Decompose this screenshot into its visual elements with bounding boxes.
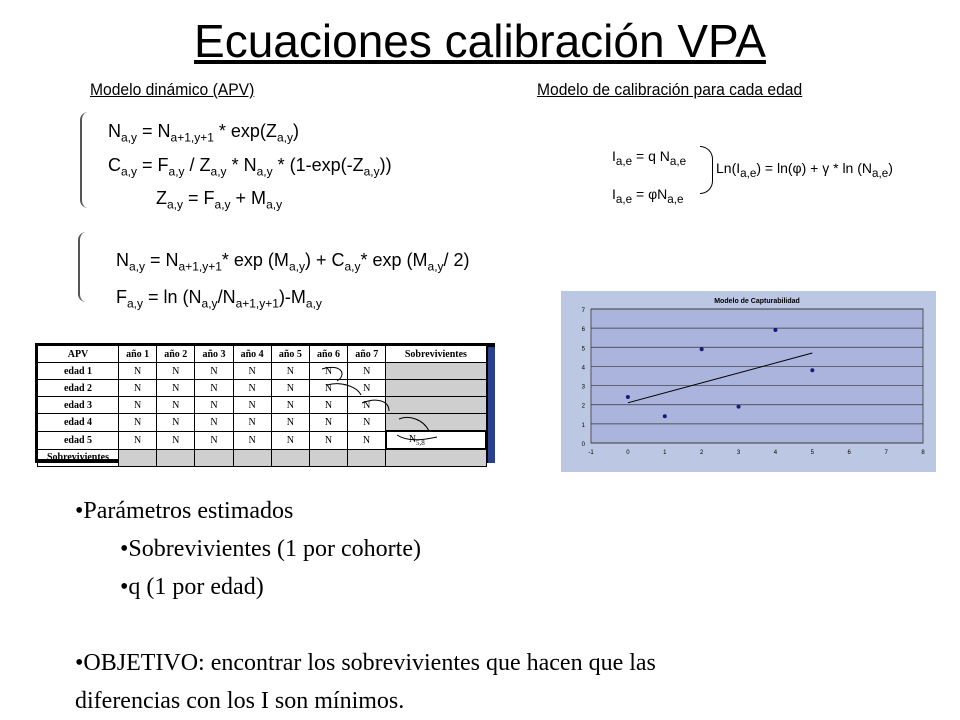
data-point [700,347,704,351]
equation-subscript: a,y [288,259,305,274]
calibration-eq-phi [612,178,686,216]
equation-subscript: a,y [276,130,293,145]
equation-text: = ln (N [143,286,202,307]
survivors-column-cell [386,414,486,432]
equation-subscript: a,y [266,197,283,212]
equation-text: )) [379,154,392,175]
table-cell: N [195,431,233,449]
equation-subscript: a,y [214,197,231,212]
apv-table [35,343,495,463]
table-cell: N [119,431,157,449]
bullet-item: •Parámetros estimados [75,498,294,524]
table-cell: N [271,397,309,414]
table-cell: N [348,380,386,397]
table-row [38,363,487,380]
equation-text: ) + C [304,250,345,270]
table-header-cell: año 3 [195,346,233,363]
equation-text: C [108,154,121,175]
table-row-label: edad 3 [38,397,119,414]
table-row [38,414,487,432]
calibration-subscript: a,e [615,154,633,168]
chart-title: Modelo de Capturabilidad [714,298,800,305]
equation-subscript: a,y [121,164,138,179]
subtitle-dynamic-model: Modelo dinámico (APV) [90,80,255,99]
data-point [810,368,814,372]
x-tick-label: 2 [699,450,704,456]
bullet-list [75,492,656,720]
calibration-subscript: a,e [669,154,687,168]
table-header-cell: año 5 [271,346,309,363]
table-header-cell: APV [38,346,119,363]
calibration-text: Ln(I [716,160,741,176]
x-tick-label: 0 [626,450,630,456]
data-point [626,395,630,399]
table-cell: N [271,380,309,397]
table-cell: N [271,363,309,380]
equation-line [108,152,392,186]
table-cell: N [309,431,347,449]
bullet-item: •q (1 por edad) [120,574,264,600]
right-brace-calibration [700,146,713,194]
x-tick-label: 1 [663,450,667,456]
equation-line [108,185,392,219]
calibration-text: = φN [632,185,668,202]
table-cell: N [195,380,233,397]
table-cell: N [195,363,233,380]
table-cell: N [233,380,271,397]
table-cell: N [271,431,309,449]
table-cell [233,449,271,467]
table-cell [348,449,386,467]
table-cell: N [233,397,271,414]
x-tick-label: 3 [736,450,741,456]
equation-subscript: a+1,y+1 [170,130,214,145]
table-cell: N [348,431,386,449]
equation-subscript: a,y [167,197,184,212]
equation-subscript: a,y [121,130,138,145]
slide-title: Ecuaciones calibración VPA [194,15,766,67]
table-row-label: edad 2 [38,380,119,397]
table-cell: N [157,380,195,397]
calibration-subscript: a,e [615,192,633,206]
equation-system-1 [108,118,392,219]
table-cell: N [233,431,271,449]
calibration-subscript: a,e [667,192,684,206]
table-row [38,431,487,449]
equation-text: * (1-exp(-Z [272,154,364,175]
survivors-column-cell [386,431,486,449]
table-cell: N [233,414,271,432]
equation-text: * exp (M [221,250,289,270]
equation-text: N [116,250,129,270]
y-tick-label: 7 [581,308,585,314]
equation-text: )-M [278,286,306,307]
equation-text: F [116,286,127,307]
survivor-cell-text: N [408,433,417,445]
x-tick-label: 7 [884,450,888,456]
table-cell: N [348,397,386,414]
equation-line [108,118,392,152]
left-brace-1 [80,112,90,208]
table-cell: N [157,431,195,449]
table-header-cell: año 6 [309,346,347,363]
equation-subscript: a,y [344,259,361,274]
table-header-cell: año 4 [233,346,271,363]
survivors-column-cell [386,363,486,380]
y-tick-label: 5 [581,346,585,353]
table-cell: N [157,363,195,380]
table-row-label: edad 1 [38,363,119,380]
table-cell: N [271,414,309,432]
table-header-cell: año 1 [119,346,157,363]
table-cell: N [119,397,157,414]
subtitle-calibration-model: Modelo de calibración para cada edad [537,80,803,99]
calibration-subscript: a,e [872,166,889,180]
table-cell: N [309,414,347,432]
table-cell [195,449,233,467]
survivors-column-cell [386,397,486,414]
x-tick-label: 5 [810,450,815,456]
equation-text: /N [217,286,236,307]
equation-subscript: a+1,y+1 [235,296,279,311]
calibration-text: ) = ln(φ) + γ * ln (N [756,160,873,176]
calibration-subscript: a,e [740,166,757,180]
bullet-item: •OBJETIVO: encontrar los sobrevivientes que hacen que las [75,650,656,676]
survivors-column-cell [386,380,486,397]
equation-text: * exp(Z [213,121,277,141]
bullet-item [75,606,656,644]
equation-subscript: a,y [168,164,185,179]
equation-subscript: a,y [201,296,218,311]
y-tick-label: 6 [581,327,585,334]
table-row-label: edad 4 [38,414,119,432]
left-brace-2 [78,232,88,302]
table-cell: N [309,380,347,397]
y-tick-label: 3 [581,384,585,391]
table-cell: N [348,414,386,432]
y-tick-label: 1 [581,422,585,429]
table-header-cell: Sobrevivientes [386,346,486,363]
equation-line [116,282,470,319]
equation-subscript: a,y [210,164,227,179]
table-header-cell: año 2 [157,346,195,363]
y-tick-label: 2 [581,403,585,410]
data-point [773,328,777,332]
table-row-label: edad 5 [38,431,119,449]
chart-svg [561,291,936,472]
equation-system-2 [116,245,470,318]
capturability-chart [561,291,936,472]
calibration-eq-log [716,160,893,180]
bullet-item: •Sobrevivientes (1 por cohorte) [120,536,421,562]
x-tick-label: 4 [773,450,778,456]
table-cell: N [119,363,157,380]
equation-text: = N [145,250,179,270]
table-cell [309,449,347,467]
calibration-text: I [612,185,616,202]
calibration-text: = q N [632,148,670,164]
equation-subscript: a+1,y+1 [178,259,222,274]
equation-subscript: a,y [305,296,322,311]
plot-area [591,309,923,443]
calibration-text: I [612,148,616,164]
equation-subscript: a,y [127,296,144,311]
table-cell [157,449,195,467]
equation-text: / Z [184,154,211,175]
table-cell: N [233,363,271,380]
table-cell: N [348,363,386,380]
table-cell: N [309,397,347,414]
table-shadow [488,347,495,463]
survivor-cell-subscript: 5,8 [416,438,425,447]
equation-subscript: a,y [256,164,273,179]
table-cell: N [119,380,157,397]
table-row [38,397,487,414]
equation-text: = F [137,154,169,175]
bullet-item: diferencias con los I son mínimos. [75,688,405,714]
equation-subscript: a,y [363,164,380,179]
y-tick-label: 4 [581,365,585,372]
table-row [38,380,487,397]
equation-text: N [108,121,121,141]
table-cell: N [157,397,195,414]
table-row-label: Sobrevivientes [38,449,119,467]
equation-text: Z [156,188,167,209]
equation-subscript: a,y [427,259,444,274]
table-cell [271,449,309,467]
calibration-equations [612,140,686,216]
equation-text: * N [226,154,257,175]
calibration-eq-q [612,140,686,178]
table-cell: N [195,397,233,414]
table-cell: N [309,363,347,380]
equation-text: = N [137,121,171,141]
y-tick-label: 0 [581,442,585,448]
equation-text: + M [230,188,267,209]
table-cell: N [157,414,195,432]
equation-text: / 2) [443,250,470,270]
equation-subscript: a,y [129,259,146,274]
survivors-column-cell [386,449,486,467]
calibration-text: ) [888,160,893,176]
equation-line [116,245,470,282]
x-tick-label: 8 [921,450,925,456]
equation-text: ) [292,121,299,141]
table-cell [119,449,157,467]
table-cell: N [119,414,157,432]
equation-text: * exp (M [360,250,428,270]
x-tick-label: -1 [588,450,594,456]
x-tick-label: 6 [847,450,851,456]
data-point [663,414,667,418]
table-row [38,449,487,467]
equation-text: = F [183,188,215,209]
table-header-cell: año 7 [348,346,386,363]
table-cell: N [195,414,233,432]
data-point [737,405,741,409]
